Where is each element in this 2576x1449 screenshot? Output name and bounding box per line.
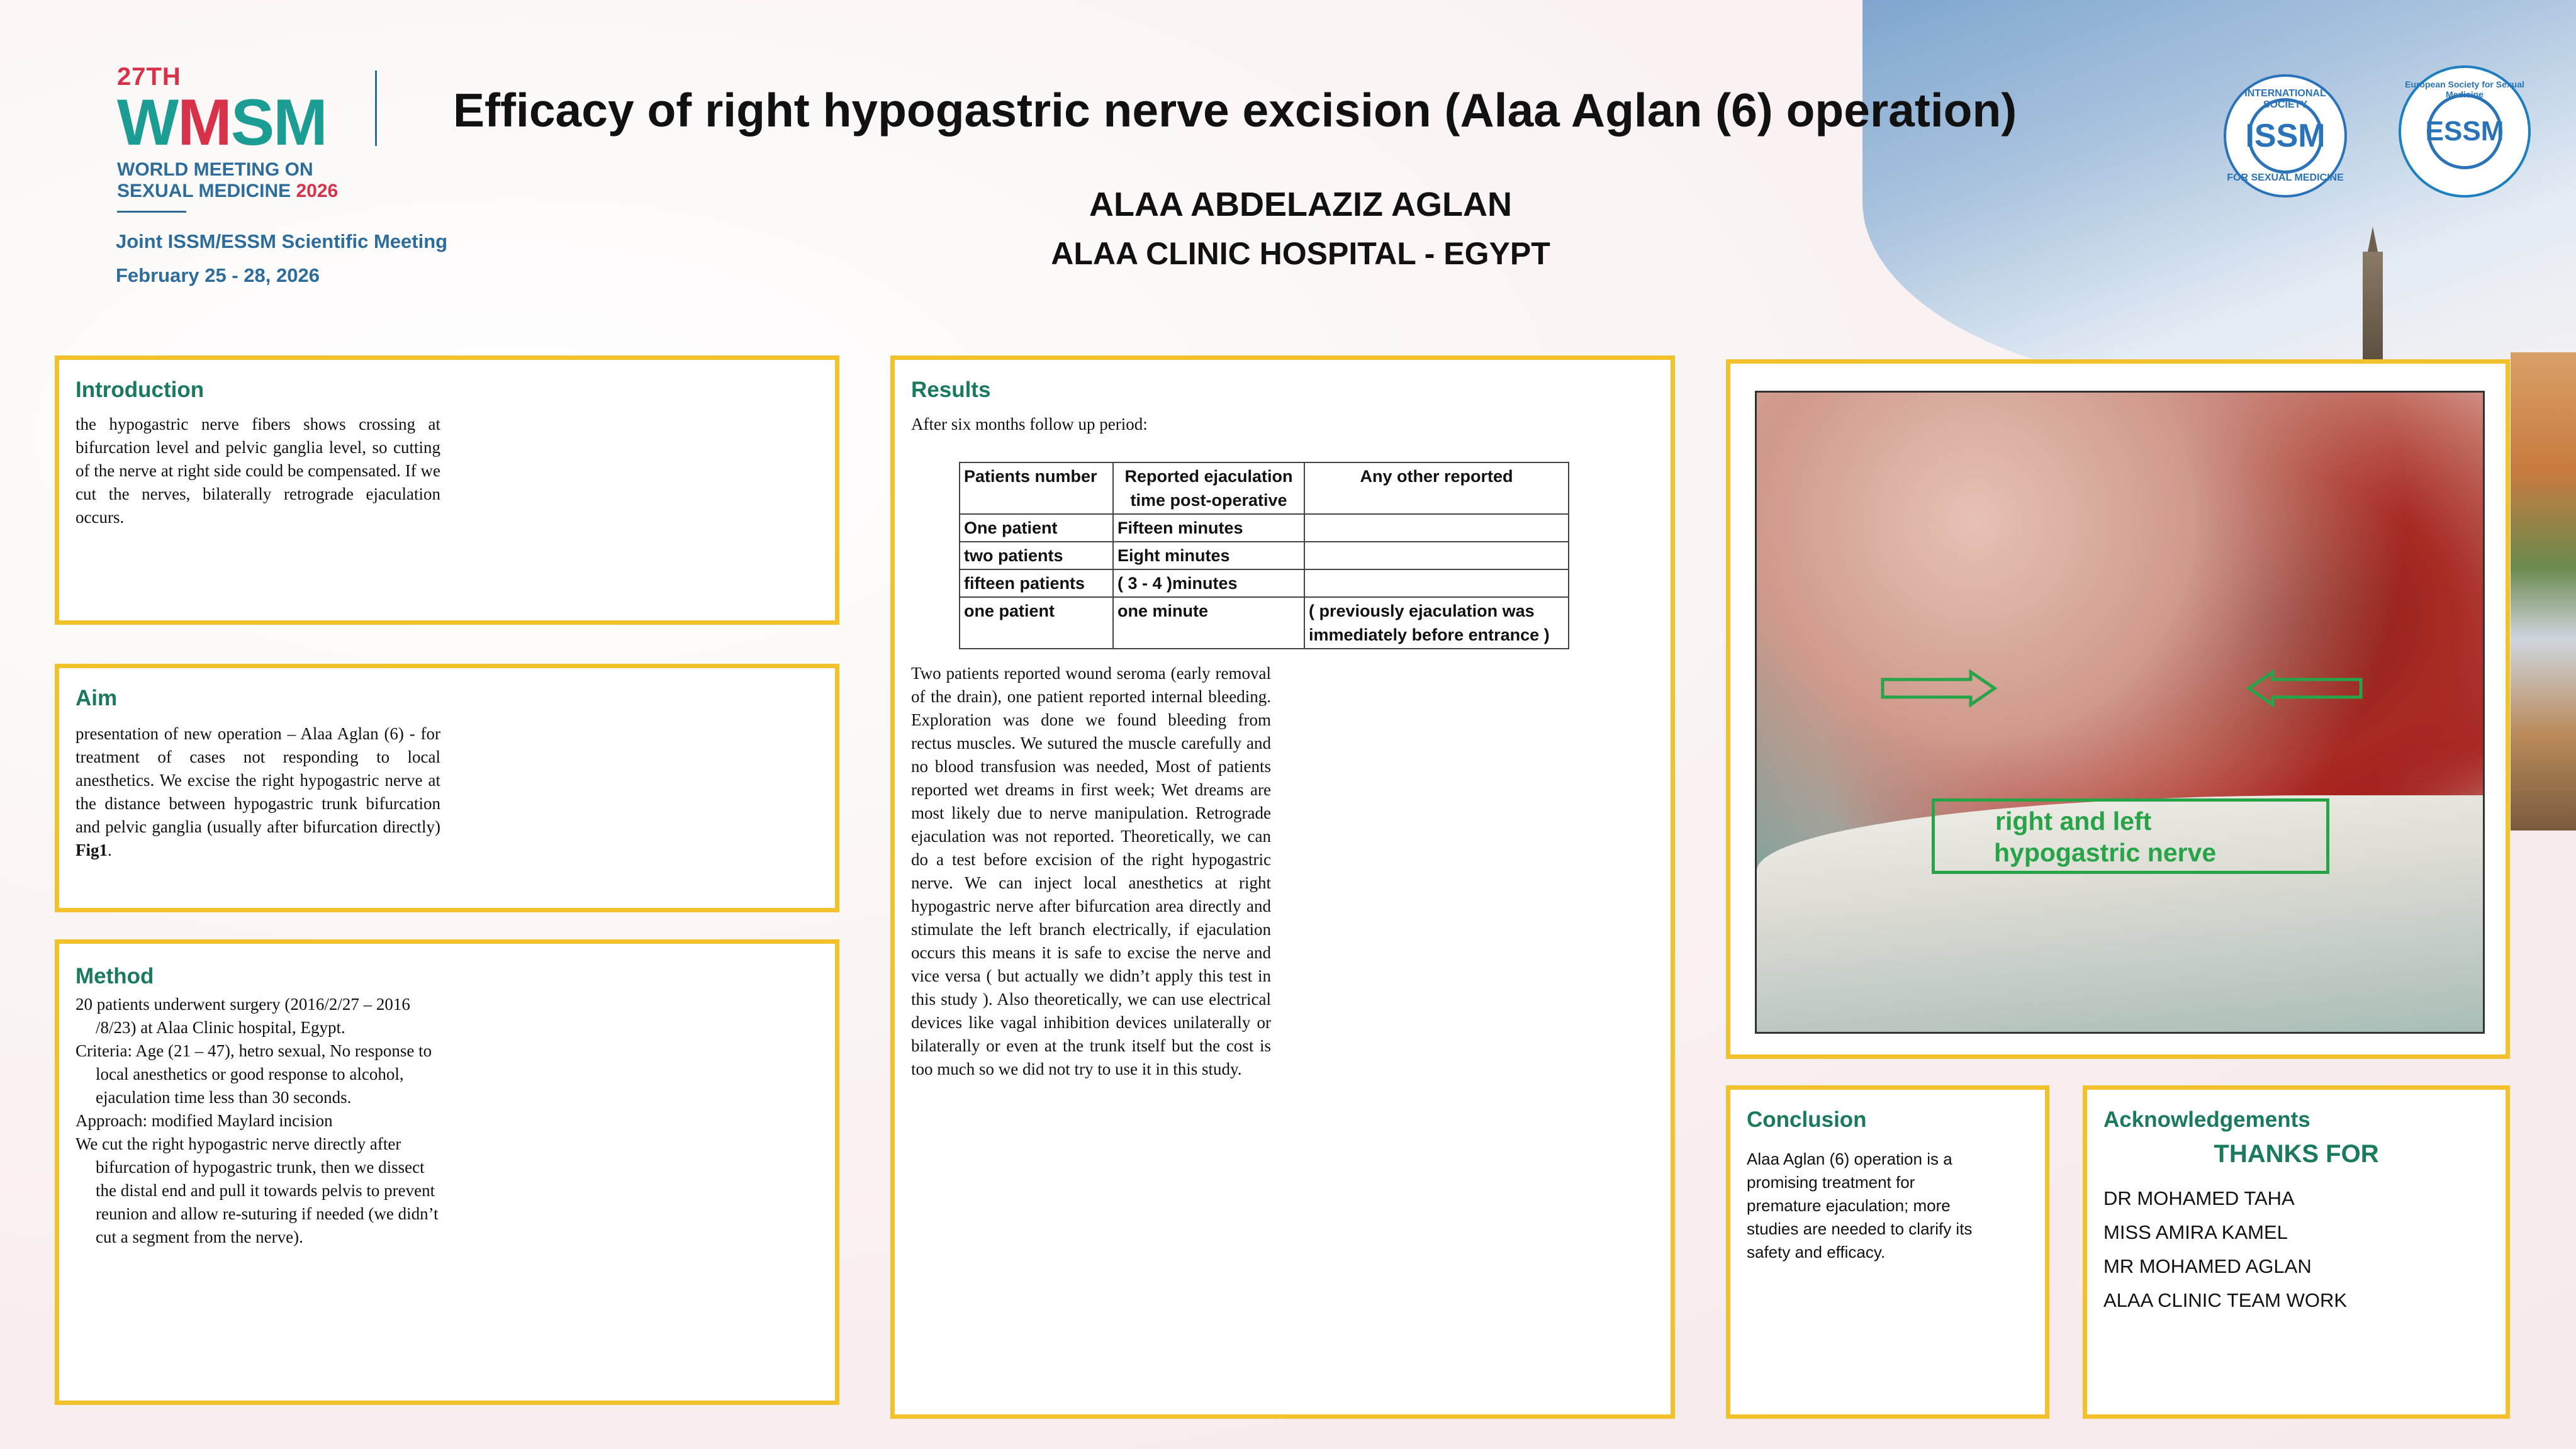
acknowledgement-name: DR MOHAMED TAHA <box>2103 1187 2295 1209</box>
introduction-heading: Introduction <box>76 378 204 402</box>
method-line: We cut the right hypogastric nerve directly after bifurcation of hypogastric trunk, then we dissect the distal end and pull it towards pelvis to prevent reunion and allow re-suturing if needed (we didn’t cut a segment from the nerve). <box>76 1134 439 1246</box>
logo-letter-m: M <box>177 86 231 159</box>
table-cell <box>1304 514 1569 542</box>
acknowledgement-name: ALAA CLINIC TEAM WORK <box>2103 1289 2348 1311</box>
acknowledgement-name: MR MOHAMED AGLAN <box>2103 1255 2312 1277</box>
issm-ring-text-bottom: FOR SEXUAL MEDICINE <box>2227 172 2344 183</box>
results-intro: After six months follow up period: <box>911 415 1148 434</box>
table-header-cell: Reported ejaculation time post-operative <box>1113 462 1304 514</box>
table-row <box>960 514 1569 542</box>
table-cell: Eight minutes <box>1113 542 1304 569</box>
right-pointing-arrow-icon <box>1883 672 1995 705</box>
logo-separator <box>375 70 377 146</box>
table-cell: fifteen patients <box>960 569 1113 597</box>
logo-edition: 27TH <box>117 63 181 91</box>
nerve-label-line-2: hypogastric nerve <box>1994 838 2217 867</box>
table-header-cell: Any other reported <box>1304 462 1569 514</box>
table-cell: Fifteen minutes <box>1113 514 1304 542</box>
table-row <box>960 542 1569 569</box>
table-cell: one patient <box>960 597 1113 649</box>
thanks-heading: THANKS FOR <box>2214 1140 2379 1168</box>
aim-heading: Aim <box>76 686 118 710</box>
aim-panel <box>55 664 839 912</box>
logo-wordmark <box>117 86 338 159</box>
method-heading: Method <box>76 964 154 988</box>
author-affiliation: ALAA CLINIC HOSPITAL - EGYPT <box>1051 236 1550 271</box>
table-header-row <box>960 462 1569 514</box>
table-cell <box>1304 569 1569 597</box>
aim-body: presentation of new operation – Alaa Aglan (6) - for treatment of cases not responding to local anesthetics. We excise the right hypogastric nerve at the distance between hypogastric trunk bifurcation and pelvic ganglia (usually after bifurcation directly) <box>76 724 440 836</box>
logo-letters-sm: SM <box>230 86 327 159</box>
results-panel <box>890 355 1675 1419</box>
issm-seal-logo <box>2224 74 2347 198</box>
essm-seal-logo <box>2399 65 2531 198</box>
table-cell <box>1304 542 1569 569</box>
essm-ring-text: European Society for Sexual Medicine <box>2405 79 2524 99</box>
conclusion-panel <box>1726 1085 2049 1419</box>
method-line: Approach: modified Maylard incision <box>76 1111 333 1130</box>
introduction-panel <box>55 355 839 625</box>
table-cell: two patients <box>960 542 1113 569</box>
issm-ring-text-top: INTERNATIONAL SOCIETY <box>2244 88 2326 110</box>
joint-meeting-label: Joint ISSM/ESSM Scientific Meeting <box>116 230 448 252</box>
issm-seal-text: ISSM <box>2248 98 2323 174</box>
nerve-label-line-1: right and left <box>1995 807 2152 836</box>
introduction-text: the hypogastric nerve fibers shows crossing at bifurcation level and pelvic ganglia level, so cutting of the nerve at right side could be compensated. If we cut the nerves, bilaterally retrograde ejaculation occurs. <box>76 415 440 527</box>
table-cell: ( previously ejaculation was immediately before entrance ) <box>1304 597 1569 649</box>
table-cell: ( 3 - 4 )minutes <box>1113 569 1304 597</box>
results-table <box>959 462 1569 649</box>
table-cell: One patient <box>960 514 1113 542</box>
left-pointing-arrow-icon <box>2249 672 2361 705</box>
aim-end: . <box>108 841 112 859</box>
essm-seal-text: ESSM <box>2427 94 2502 169</box>
conclusion-text: Alaa Aglan (6) operation is a promising treatment for premature ejaculation; more studies are needed to clarify its safety and efficacy. <box>1747 1150 1973 1262</box>
table-row <box>960 569 1569 597</box>
aim-text <box>76 722 440 862</box>
acknowledgements-heading: Acknowledgements <box>2103 1107 2310 1132</box>
logo-year: 2026 <box>291 181 339 201</box>
city-houses-illustration <box>2511 352 2576 831</box>
conclusion-heading: Conclusion <box>1747 1107 1867 1132</box>
table-header-cell: Patients number <box>960 462 1113 514</box>
meeting-dates: February 25 - 28, 2026 <box>116 264 320 286</box>
author-name: ALAA ABDELAZIZ AGLAN <box>1089 186 1512 223</box>
nerve-arrows <box>1757 393 2485 1034</box>
poster-title: Efficacy of right hypogastric nerve excision (Alaa Aglan (6) operation) <box>453 84 2017 137</box>
results-heading: Results <box>911 378 991 402</box>
results-text: Two patients reported wound seroma (early removal of the drain), one patient reported internal bleeding. Exploration was done we found bleeding from rectus muscles. We sutured the muscle carefully and no blood transfusion was needed, Most of patients reported wet dreams in first week; Wet dreams are most likely due to nerve manipulation. Retrograde ejaculation was not reported. Theoretically, we can do a test before excision of the right hypogastric nerve. We can inject local anesthetics at right hypogastric nerve after bifurcation area directly and stimulate the left branch electrically, if ejaculation occurs this means it is safe to excise the nerve and vice versa ( but actually we didn’t apply this test in this study ). Also theoretically, we can use electrical devices like vagal inhibition devices unilaterally or bilaterally or even at the trunk itself but the cost is too much so we did not try to use it in this study. <box>911 664 1271 1078</box>
method-panel <box>55 939 839 1405</box>
nerve-label-box <box>1932 798 2329 874</box>
method-text <box>76 993 440 1249</box>
logo-line-2-text: SEXUAL MEDICINE <box>117 181 291 201</box>
logo-letter-w: W <box>117 86 178 159</box>
acknowledgements-panel <box>2083 1085 2510 1419</box>
method-line: 20 patients underwent surgery (2016/2/27 – 2016 /8/23) at Alaa Clinic hospital, Egypt. <box>76 995 410 1037</box>
table-cell: one minute <box>1113 597 1304 649</box>
aim-figure-reference: Fig1 <box>76 841 108 859</box>
acknowledgement-list <box>2103 1182 2347 1318</box>
figure-panel <box>1726 359 2510 1059</box>
acknowledgement-name: MISS AMIRA KAMEL <box>2103 1221 2288 1243</box>
logo-line-1: WORLD MEETING ON <box>117 159 313 180</box>
surgical-photo <box>1755 391 2485 1034</box>
table-row <box>960 597 1569 649</box>
method-line: Criteria: Age (21 – 47), hetro sexual, No response to local anesthetics or good response to alcohol, ejaculation time less than 30 seconds. <box>76 1041 432 1107</box>
